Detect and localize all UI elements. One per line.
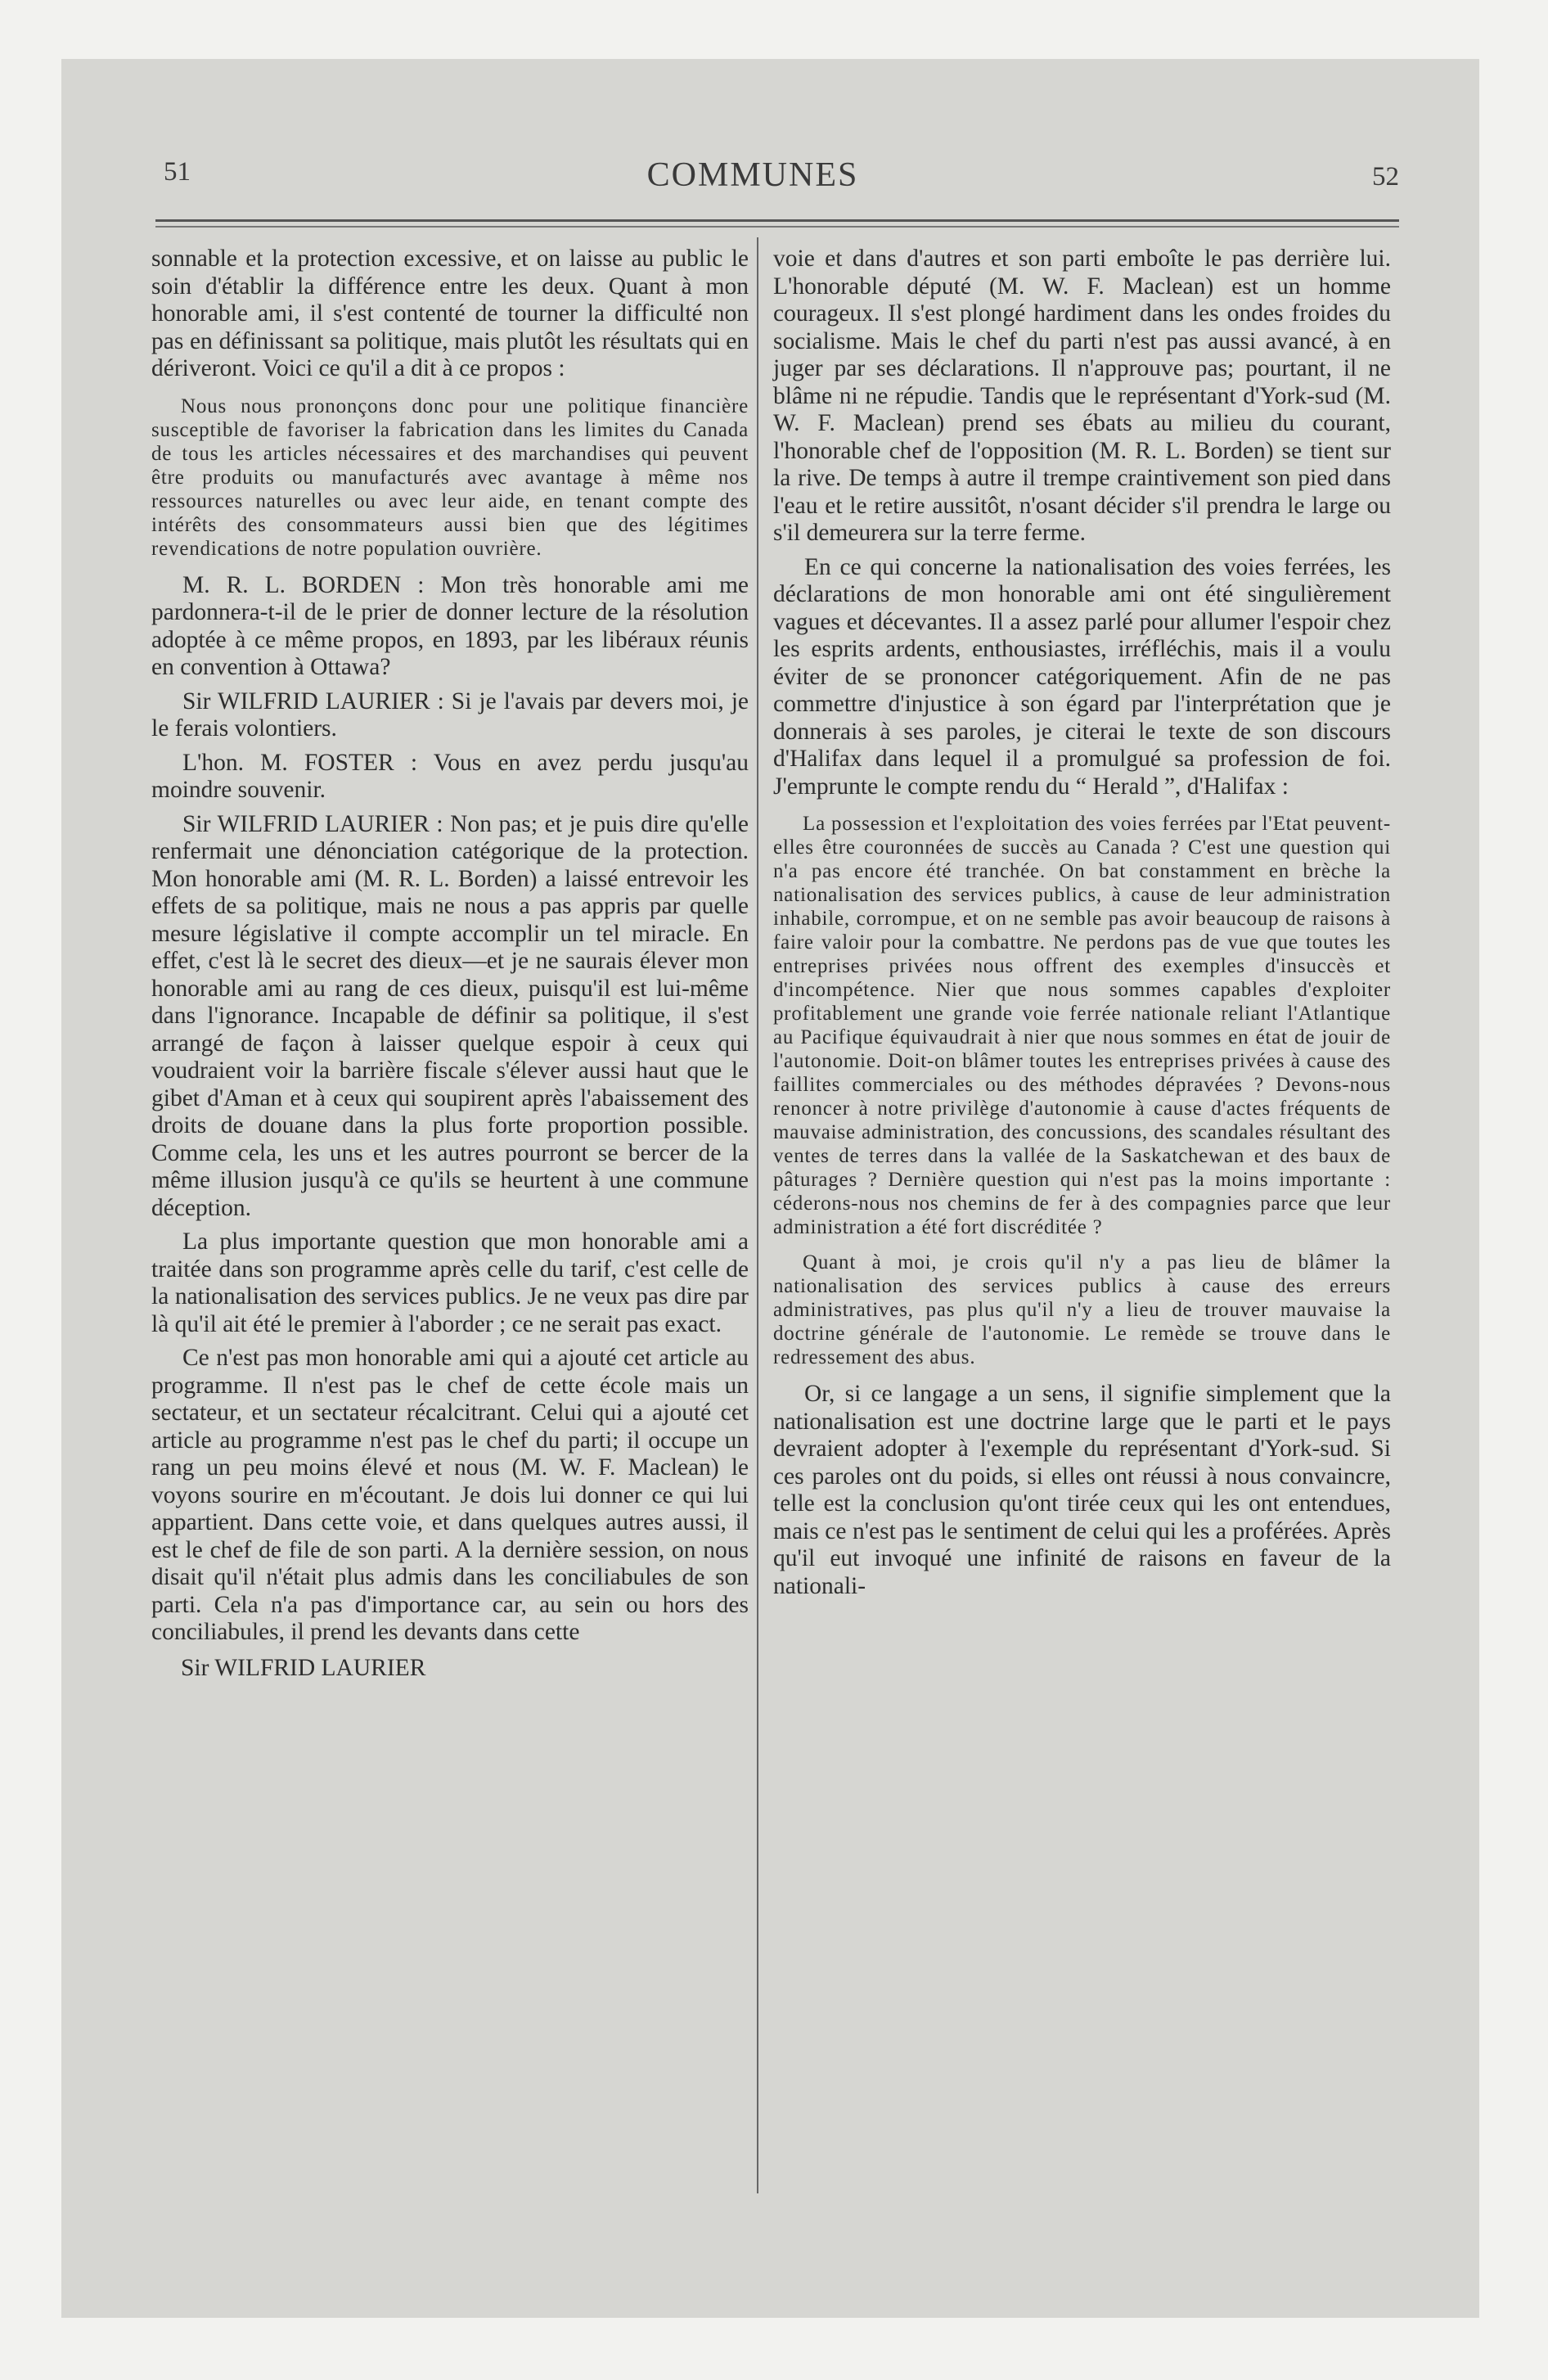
paragraph: Ce n'est pas mon honorable ami qui a ajouté cet article au programme. Il n'est pas le chef de cette école mais un sectateur, et un sectateur récalcitrant. Celui qui a ajouté cet article au programme n'est pas le chef du parti; il occupe un rang un peu moins élevé et nous (M. W. F. Maclean) le voyons sourire en m'écoutant. Je dois lui donner ce qui lui appartient. Dans cette voie, et dans quelques autres aussi, il est le chef de file de son parti. A la dernière session, on nous disait qu'il n'était plus admis dans les conciliabules de son parti. Cela n'a pas d'importance car, au sein ou hors des conciliabules, il prend les devants dans cette: [151, 1345, 749, 1645]
running-title: COMMUNES: [646, 156, 859, 194]
column-divider: [757, 237, 758, 2193]
paragraph: La plus importante question que mon honorable ami a traitée dans son programme après celle du tarif, c'est celle de la nationalisation des services publics. Je ne veux pas dire par là qu'il ait été le premier à l'aborder ; ce ne serait pas exact.: [151, 1228, 749, 1337]
paragraph: Sir WILFRID LAURIER : Non pas; et je puis dire qu'elle renfermait une dénonciation catégorique de la protection. Mon honorable ami (M. R. L. Borden) a laissé entrevoir les effets de sa politique, mais ne nous a pas appris par quelle mesure législative il compte accomplir un tel miracle. En effet, c'est là le secret des dieux—et je ne saurais élever mon honorable ami au rang de ces dieux, puisqu'il est lui-même dans l'ignorance. Incapable de définir sa politique, il s'est arrangé de façon à laisser quelque espoir à ceux qui voudraient voir la barrière fiscale s'élever aussi haut que le gibet d'Aman et à ceux qui soupirent après l'abaissement des droits de douane dans la plus forte proportion possible. Comme cela, les uns et les autres pourront se bercer de la même illusion jusqu'à ce qu'ils se heurtent à une commune déception.: [151, 810, 749, 1221]
paragraph: En ce qui concerne la nationalisation des voies ferrées, les déclarations de mon honorable ami ont été singulièrement vagues et décevantes. Il a assez parlé pour allumer l'espoir chez les esprits ardents, enthousiastes, irréfléchis, mais il a voulu éviter de se prononcer catégoriquement. Afin de ne pas commettre d'injustice à son égard par l'interprétation que je donnerais à ses paroles, je citerai le texte de son discours d'Halifax dans lequel il a promulgué sa profession de foi. J'emprunte le compte rendu du “ Herald ”, d'Halifax :: [773, 553, 1391, 800]
page-header: [106, 147, 1399, 196]
paragraph: sonnable et la protection excessive, et on laisse au public le soin d'établir la différence entre les deux. Quant à mon honorable ami, il s'est contenté de tourner la difficulté non pas en définissant sa politique, mais plutôt les résultats qui en dériveront. Voici ce qu'il a dit à ce propos :: [151, 246, 749, 381]
right-column: [773, 246, 1391, 1607]
paragraph: M. R. L. BORDEN : Mon très honorable ami me pardonnera-t-il de le prier de donner lecture de la résolution adoptée à ce même propos, en 1893, par les libéraux réunis en convention à Ottawa?: [151, 571, 749, 680]
header-rule-thin: [155, 226, 1399, 228]
paragraph: voie et dans d'autres et son parti emboîte le pas derrière lui. L'honorable député (M. W. F. Maclean) est un homme courageux. Il s'est plongé hardiment dans les ondes froides du socialisme. Mais le chef du parti n'est pas aussi avancé, à en juger par ses déclarations. Il n'approuve pas; pourtant, il ne blâme ni ne répudie. Tandis que le représentant d'York-sud (M. W. F. Maclean) prend ses ébats au milieu du courant, l'honorable chef de l'opposition (M. R. L. Borden) se tient sur la rive. De temps à autre il trempe craintivement son pied dans l'eau et le retire aussitôt, n'osant décider s'il prendra le large ou s'il demeurera sur la terre ferme.: [773, 246, 1391, 546]
page-number-left: 51: [164, 157, 191, 187]
paragraph: Or, si ce langage a un sens, il signifie simplement que la nationalisation est une doctrine large que le parti et le pays devraient adopter à l'exemple du représentant d'York-sud. Si ces paroles ont du poids, si elles ont réussi à nous convaincre, telle est la conclusion qu'ont tirée ceux qui les ont entendues, mais ce n'est pas le sentiment de celui qui les a proférées. Après qu'il eut invoqué une infinité de raisons en faveur de la nationali-: [773, 1381, 1391, 1599]
quoted-paragraph: La possession et l'exploitation des voies ferrées par l'Etat peuvent-elles être couronnées de succès au Canada ? C'est une question qui n'a pas encore été tranchée. On bat constamment en brèche la nationalisation des services publics, à cause de leur administration inhabile, corrompue, et on ne semble pas avoir beaucoup de raisons à faire valoir pour la combattre. Ne perdons pas de vue que toutes les entreprises privées nous offrent des exemples d'insuccès et d'incompétence. Nier que nous sommes capables d'exploiter profitablement une grande voie ferrée nationale reliant l'Atlantique au Pacifique équivaudrait à nier que nous sommes en état de jouir de l'autonomie. Doit-on blâmer toutes les entreprises privées à cause des faillites commerciales ou des méthodes dépravées ? Devons-nous renoncer à notre privilège d'autonomie à cause d'actes fréquents de mauvaise administration, des concussions, des scandales résultant des ventes de terres dans la vallée de la Saskatchewan et des baux de pâturages ? Dernière question qui n'est pas la moins importante : céderons-nous nos chemins de fer à des compagnies parce que leur administration a été fort discréditée ?: [773, 813, 1391, 1238]
speaker-signature: Sir WILFRID LAURIER: [181, 1654, 426, 1681]
paragraph: Sir WILFRID LAURIER : Si je l'avais par devers moi, je le ferais volontiers.: [151, 687, 749, 741]
paragraph: L'hon. M. FOSTER : Vous en avez perdu jusqu'au moindre souvenir.: [151, 749, 749, 803]
quoted-paragraph: Nous nous prononçons donc pour une politique financière susceptible de favoriser la fabrication dans les limites du Canada de tous les articles nécessaires et des marchandises qui peuvent être produits ou manufacturés avec avantage à même nos ressources naturelles ou avec leur aide, en tenant compte des intérêts des consommateurs aussi bien que des légitimes revendications de notre population ouvrière.: [151, 394, 749, 560]
quoted-paragraph: Quant à moi, je crois qu'il n'y a pas lieu de blâmer la nationalisation des services publics à cause des erreurs administratives, pas plus qu'il n'y a lieu de trouver mauvaise la doctrine générale de l'autonomie. Le remède se trouve dans le redressement des abus.: [773, 1251, 1391, 1368]
header-rule: [155, 219, 1399, 222]
left-column: [151, 246, 749, 1688]
page-number-right: 52: [1372, 162, 1399, 192]
